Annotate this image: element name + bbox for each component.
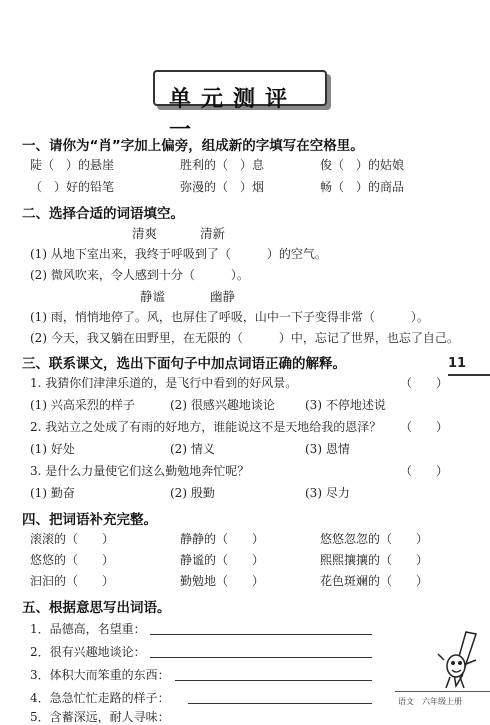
s2-q1: (1) 从地下室出来，我终于呼吸到了（ ）的空气。	[30, 247, 327, 261]
s5-item4: 4．急急忙忙走路的样子：	[30, 691, 170, 705]
s4-r3-c1: 汩汩的（ ）	[30, 574, 115, 588]
s4-r2-c3: 熙熙攘攘的（ ）	[320, 553, 429, 567]
section1-heading: 一、请你为“肖”字加上偏旁，组成新的字填写在空格里。	[22, 138, 364, 154]
word-jingmi: 静谧	[140, 289, 166, 304]
s5-answer-line2	[150, 657, 372, 658]
page-number: 11	[448, 356, 467, 371]
s3-q2: 2. 我站立之处成了有雨的好地方，谁能说这不是天地给我的恩泽？	[30, 420, 382, 434]
s4-r3-c3: 花色斑斓的（ ）	[320, 574, 429, 588]
s3-q3-opt1: (1) 勤奋	[30, 486, 75, 500]
s1-r1-c1: 陡（ ）的悬崖	[30, 158, 115, 172]
s3-q2-opt3: (3) 恩情	[305, 442, 350, 456]
s2-q2: (2) 微风吹来，令人感到十分（ ）。	[30, 268, 249, 282]
pencil-mascot-icon	[436, 630, 486, 690]
page-title: 单元测评一	[169, 87, 298, 143]
word-qingxin: 清新	[200, 226, 226, 241]
s1-r2-c1: （ ）好的铅笔	[30, 180, 115, 194]
s3-q1-opt2: (2) 很感兴趣地谈论	[170, 398, 275, 412]
s4-r3-c2: 勤勉地（ ）	[180, 574, 265, 588]
s5-item3: 3．体积大而笨重的东西：	[30, 668, 170, 682]
section3-heading: 三、联系课文，选出下面句子中加点词语正确的解释。	[22, 356, 346, 372]
s5-answer-line4	[188, 703, 372, 704]
word-youjing: 幽静	[210, 289, 236, 304]
section2-heading: 二、选择合适的词语填空。	[22, 206, 184, 222]
s2-q4: (2) 今天，我又躺在田野里，在无限的（ ）中，忘记了世界，也忘了自己。	[30, 331, 459, 345]
s4-r2-c2: 静谧的（ ）	[180, 553, 265, 567]
footer-rule	[395, 691, 490, 692]
s5-answer-line3	[175, 680, 372, 681]
s4-r1-c3: 悠悠忽忽的（ ）	[320, 532, 429, 546]
section4-heading: 四、把词语补充完整。	[22, 512, 157, 528]
s3-q3: 3. 是什么力量使它们这么勤勉地奔忙呢？	[30, 464, 250, 478]
s3-q2-opt2: (2) 情义	[170, 442, 215, 456]
unit-title-banner	[145, 62, 335, 143]
s3-q1: 1. 我猜你们津津乐道的，是飞行中看到的好风景。	[30, 376, 298, 390]
s5-item2: 2．很有兴趣地谈论：	[30, 645, 146, 659]
section5-heading: 五、根据意思写出词语。	[22, 600, 171, 616]
s3-q1-paren: （ ）	[400, 376, 449, 390]
s4-r1-c1: 滚滚的（ ）	[30, 532, 115, 546]
footer-text: 语文 六年级上册	[398, 697, 462, 706]
s1-r2-c3: 畅（ ）的商品	[320, 180, 405, 194]
s3-q2-opt1: (1) 好处	[30, 442, 75, 456]
s5-item5: 5．含蓄深远，耐人寻味：	[30, 710, 170, 724]
s3-q3-opt3: (3) 尽力	[305, 486, 350, 500]
s4-r2-c1: 悠悠的（ ）	[30, 553, 115, 567]
s1-r1-c2: 胜利的（ ）息	[180, 158, 265, 172]
s1-r1-c3: 俊（ ）的姑娘	[320, 158, 405, 172]
s5-item1: 1．品德高，名望重：	[30, 622, 146, 636]
s3-q3-opt2: (2) 殷勤	[170, 486, 215, 500]
s2-q3: (1) 雨，悄悄地停了。风，也屏住了呼吸，山中一下子变得非常（ ）。	[30, 310, 429, 324]
s1-r2-c2: 弥漫的（ ）烟	[180, 180, 265, 194]
page-number-rule	[448, 374, 490, 376]
s5-answer-line1	[150, 634, 372, 635]
s3-q1-opt1: (1) 兴高采烈的样子	[30, 398, 135, 412]
s3-q3-paren: （ ）	[400, 464, 449, 478]
word-qingshuang: 清爽	[132, 226, 158, 241]
s3-q2-paren: （ ）	[400, 420, 449, 434]
s3-q1-opt3: (3) 不停地述说	[305, 398, 386, 412]
s4-r1-c2: 静静的（ ）	[180, 532, 265, 546]
title-box	[153, 70, 327, 143]
